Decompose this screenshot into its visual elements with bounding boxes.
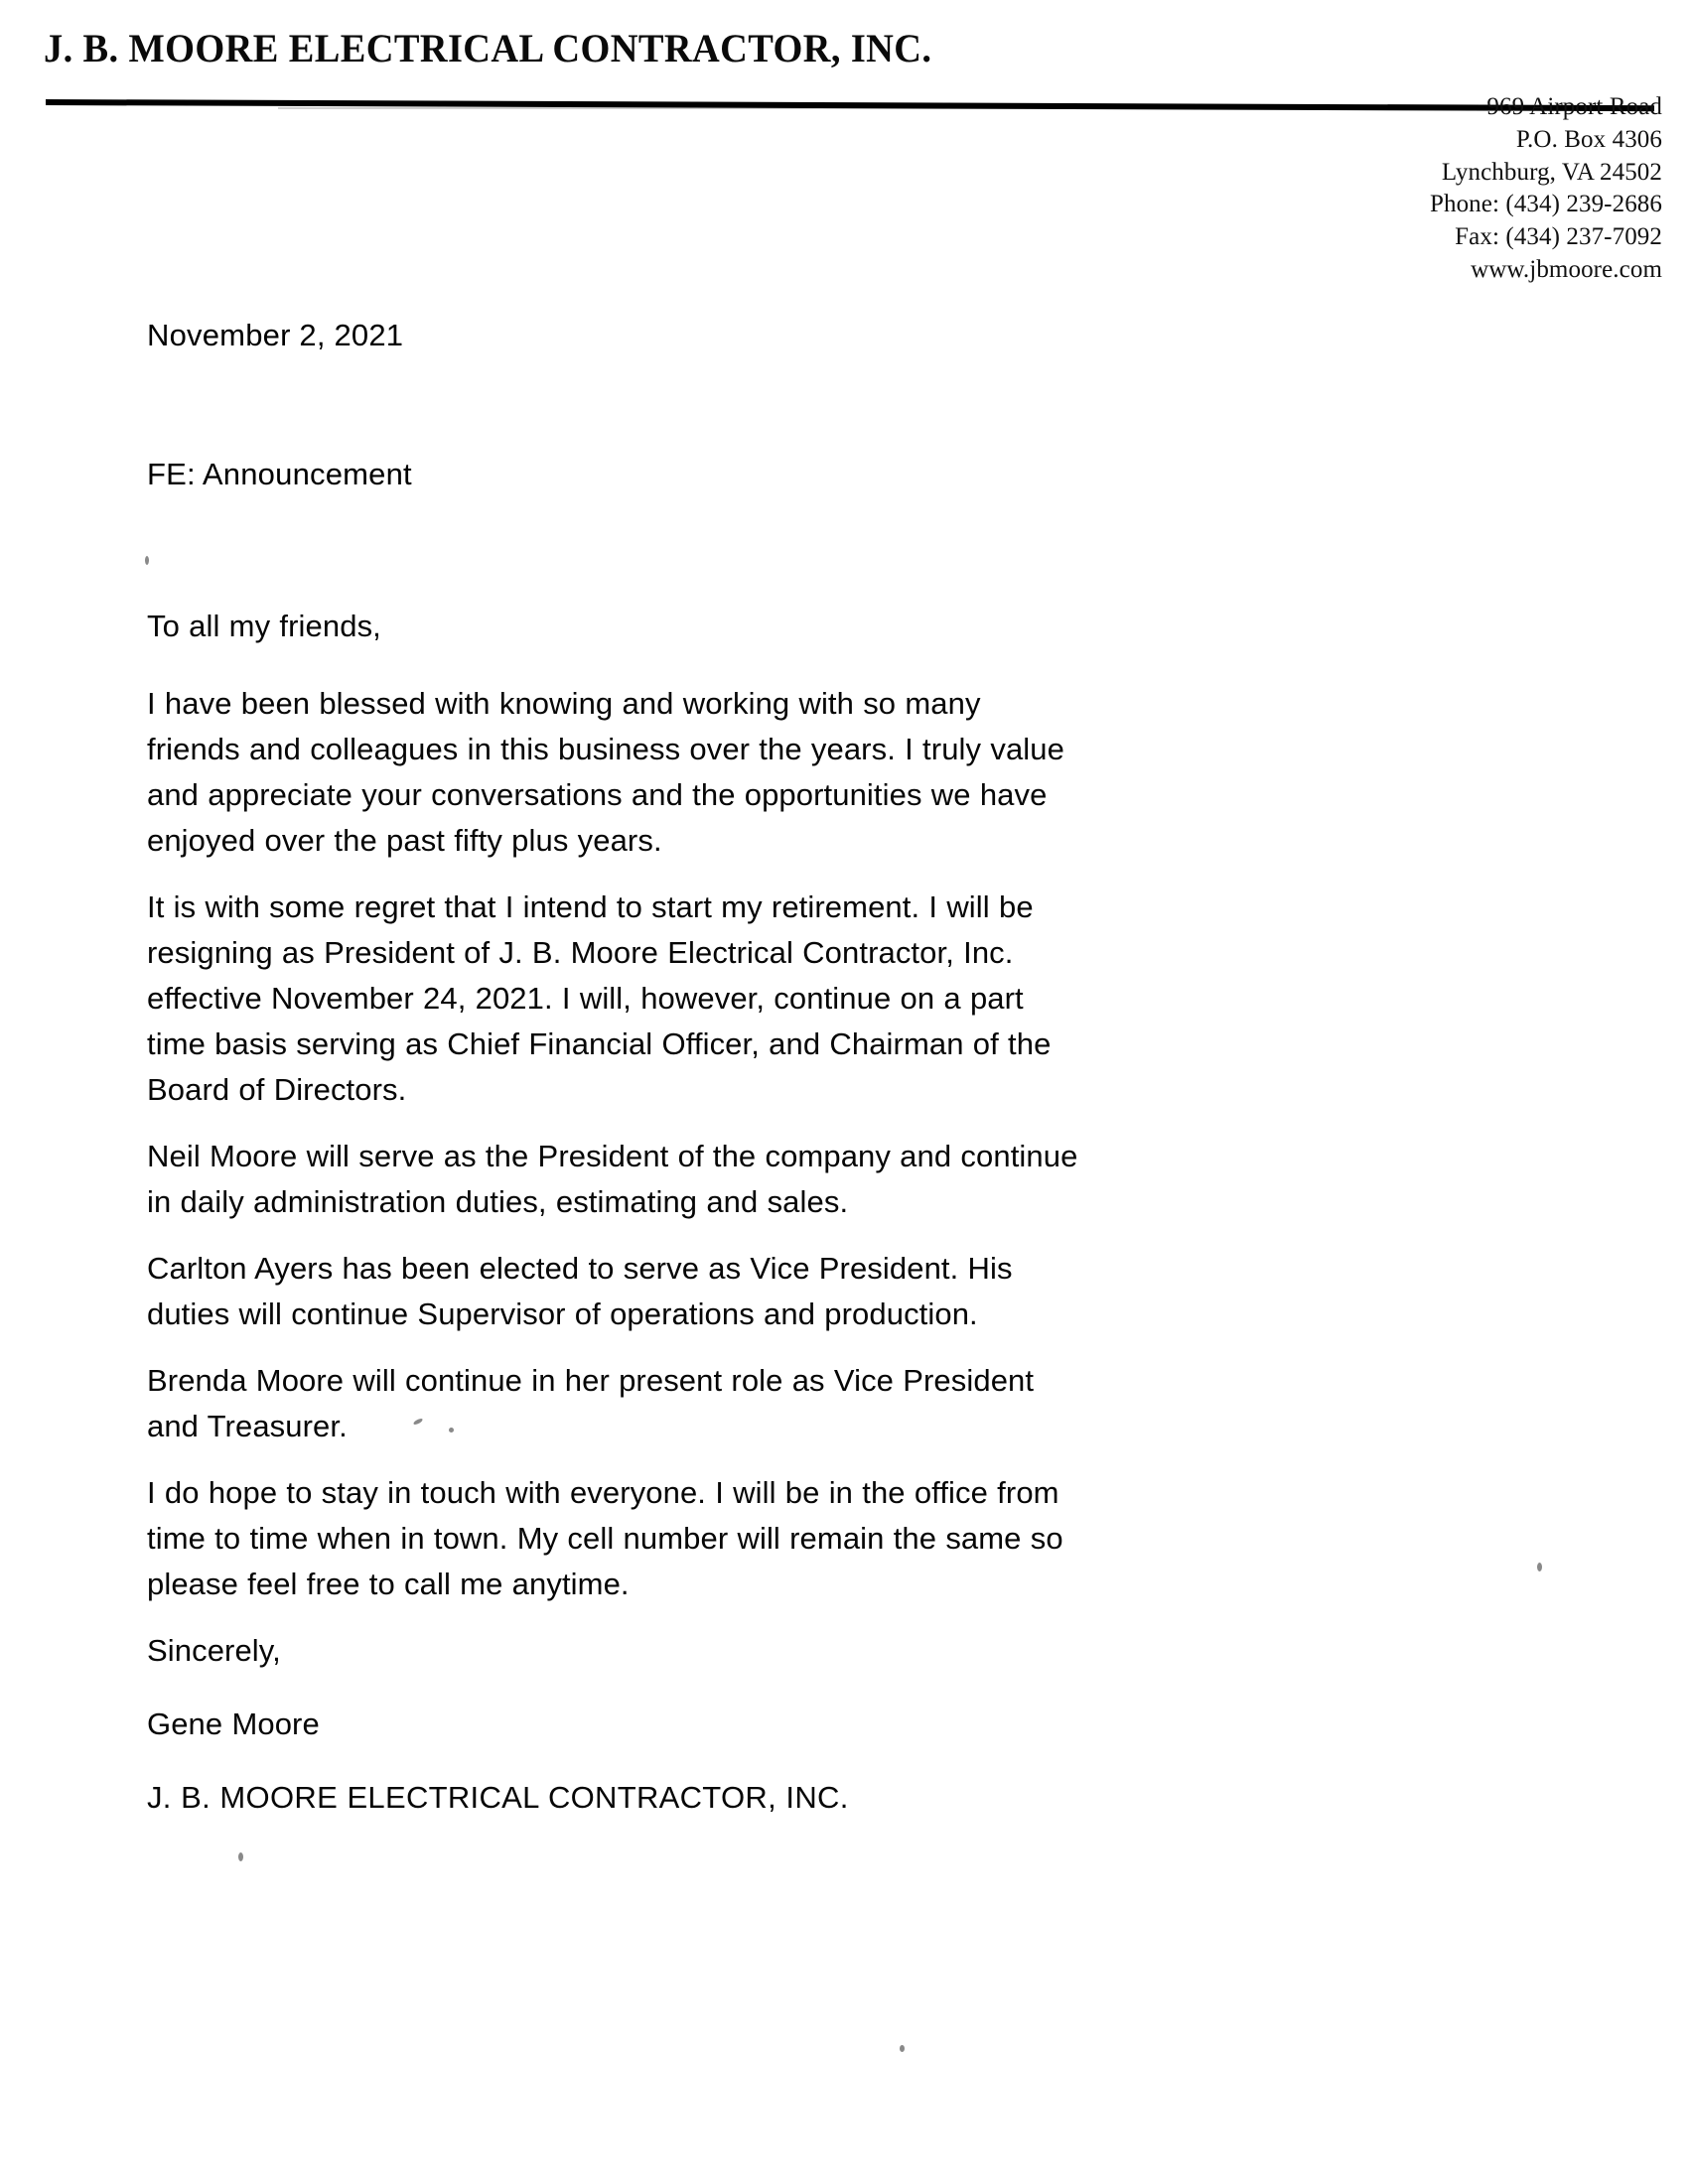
letter-paragraph-6: I do hope to stay in touch with everyone. I will be in the office from time to time when in town. My cell number will remain the same so please feel free to call me anytime. bbox=[147, 1475, 1063, 1601]
scan-artifact-speck bbox=[238, 1852, 243, 1861]
scan-artifact-speck bbox=[900, 2045, 905, 2052]
header-divider-rule bbox=[46, 99, 1654, 111]
letter-paragraph-5: Brenda Moore will continue in her present role as Vice President and Treasurer. bbox=[147, 1363, 1035, 1443]
address-line-fax: Fax: (434) 237-7092 bbox=[1455, 223, 1662, 250]
letter-paragraph-2: It is with some regret that I intend to start my retirement. I will be resigning as President of J. B. Moore Electrical Contractor, Inc. effective November 24, 2021. I will, however, continue on a part time basis serving as Chief Financial Officer, and Chairman of the Board of Directors. bbox=[147, 889, 1052, 1107]
address-line-phone: Phone: (434) 239-2686 bbox=[1429, 191, 1662, 218]
letterhead-address-block bbox=[1430, 91, 1662, 287]
scan-artifact-speck bbox=[1537, 1563, 1542, 1571]
letter-sign-off: Sincerely, bbox=[147, 1633, 281, 1668]
letter-paragraph-3: Neil Moore will serve as the President of the company and continue in daily administration duties, estimating and sales. bbox=[147, 1139, 1078, 1219]
letter-paragraph-1: I have been blessed with knowing and working with so many friends and colleagues in this business over the years. I truly value and appreciate your conversations and the opportunities we have enjoyed over the past fifty plus years. bbox=[147, 686, 1064, 858]
letter-date: November 2, 2021 bbox=[147, 318, 404, 352]
scan-artifact-speck bbox=[145, 556, 149, 565]
company-name-heading: J. B. MOORE ELECTRICAL CONTRACTOR, INC. bbox=[44, 26, 932, 70]
letter-salutation: To all my friends, bbox=[147, 609, 381, 643]
address-line-pobox: P.O. Box 4306 bbox=[1515, 125, 1662, 153]
address-line-street: 969 Airport Road bbox=[1486, 93, 1662, 120]
address-line-city: Lynchburg, VA 24502 bbox=[1441, 158, 1662, 186]
letter-subject-line: FE: Announcement bbox=[147, 457, 412, 491]
letter-paragraph-4: Carlton Ayers has been elected to serve as Vice President. His duties will continue Supervisor of operations and production. bbox=[147, 1251, 1013, 1331]
letter-paragraphs bbox=[147, 604, 1080, 1821]
address-line-website: www.jbmoore.com bbox=[1471, 255, 1662, 283]
letter-signature-name: Gene Moore bbox=[147, 1706, 320, 1741]
letter-signature-company: J. B. MOORE ELECTRICAL CONTRACTOR, INC. bbox=[147, 1780, 849, 1815]
